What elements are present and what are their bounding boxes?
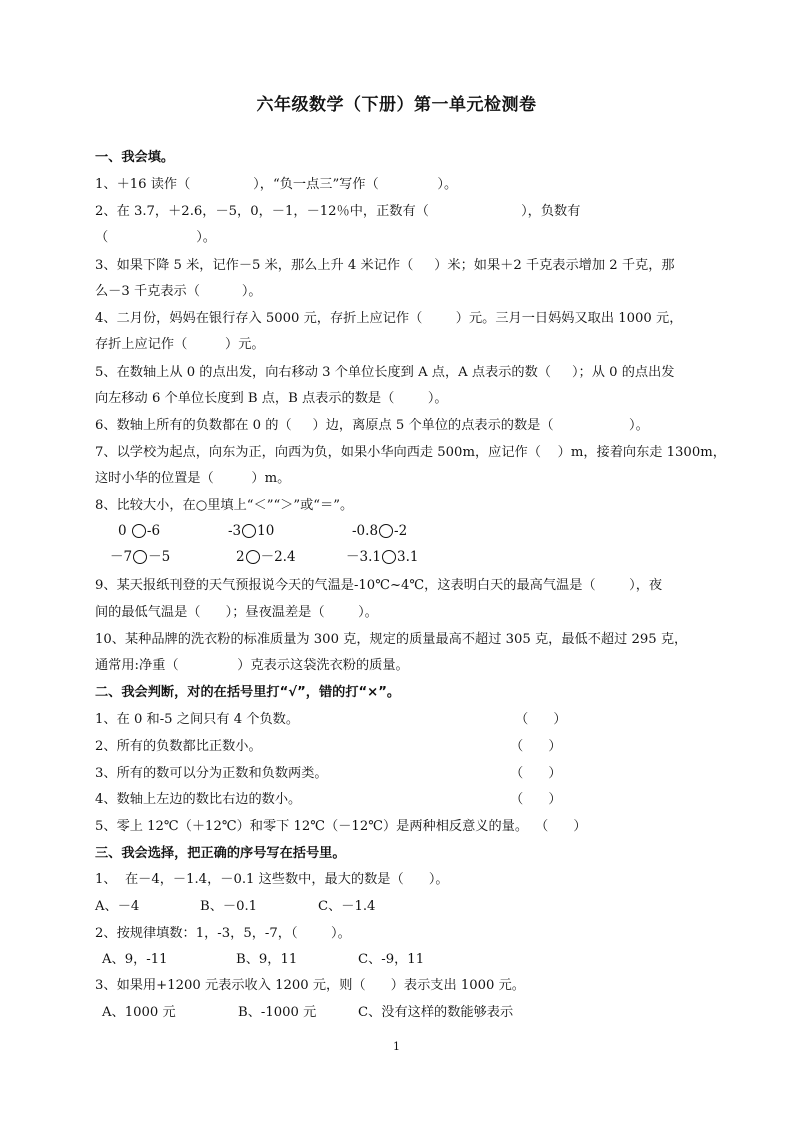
compare-item: -0.8 -2 [352, 523, 408, 539]
question-1-7-line2: 这时小华的位置是（ ）m。 [95, 471, 291, 486]
section1-heading: 一、我会填。 [95, 150, 175, 165]
choice-question-1: 1、 在－4，－1.4，－0.1 这些数中，最大的数是（ ）。 [95, 872, 449, 887]
choice-option[interactable]: C、没有这样的数能够表示 [358, 1005, 514, 1020]
question-1-10-line1: 10、某种品牌的洗衣粉的标准质量为 300 克，规定的质量最高不超过 305 克，最低不超过 295 克， [95, 632, 688, 647]
question-1-5-line1: 5、在数轴上从 0 的点出发，向右移动 3 个单位长度到 A 点，A 点表示的数（ ）；从 0 的点出发 [95, 365, 675, 380]
compare-item: －3.1 3.1 [346, 549, 419, 565]
question-1-7-line1: 7、以学校为起点，向东为正，向西为负，如果小华向西走 500m，应记作（ ）m，接着向东走 1300m， [95, 445, 726, 460]
compare-item: 2 －2.4 [236, 549, 296, 565]
answer-paren[interactable]: （ ） [535, 819, 587, 834]
blank-circle[interactable] [382, 550, 396, 564]
compare-item: -3 10 [228, 523, 275, 539]
blank-circle[interactable] [133, 550, 147, 564]
answer-paren[interactable]: （ ） [515, 712, 567, 727]
choice-option[interactable]: B、-1000 元 [238, 1005, 317, 1020]
question-1-9-line2: 间的最低气温是（ ）；昼夜温差是（ ）。 [95, 605, 378, 620]
page-title: 六年级数学（下册）第一单元检测卷 [256, 95, 537, 115]
choice-question-3: 3、如果用+1200 元表示收入 1200 元，则（ ）表示支出 1000 元。 [95, 978, 525, 993]
choice-option[interactable]: C、-9，11 [358, 952, 425, 967]
question-1-2-line1: 2、在 3.7，＋2.6，－5，0，－1，－12％中，正数有（ ），负数有 [95, 204, 581, 219]
blank-circle[interactable] [132, 524, 146, 538]
judge-item-5: 5、零上 12℃（＋12℃）和零下 12℃（－12℃）是两种相反意义的量。 [95, 819, 529, 834]
judge-item-3: 3、所有的数可以分为正数和负数两类。 [95, 766, 328, 781]
question-1-2-line2: （ ）。 [95, 230, 216, 245]
question-1-3-line2: 么－3 千克表示（ ）。 [95, 284, 262, 299]
judge-item-2: 2、所有的负数都比正数小。 [95, 739, 262, 754]
choice-option[interactable]: A、－4 [95, 899, 140, 914]
blank-circle[interactable] [246, 550, 260, 564]
question-1-3-line1: 3、如果下降 5 米，记作－5 米，那么上升 4 米记作（ ）米；如果＋2 千克表示增加 2 千克，那 [95, 258, 675, 273]
choice-option[interactable]: A、9，-11 [102, 952, 168, 967]
blank-circle[interactable] [242, 524, 256, 538]
question-1-9-line1: 9、某天报纸刊登的天气预报说今天的气温是-10℃~4℃，这表明白天的最高气温是（ ），夜 [95, 578, 663, 593]
choice-option[interactable]: B、－0.1 [200, 899, 258, 914]
question-1-6: 6、数轴上所有的负数都在 0 的（ ）边，离原点 5 个单位的点表示的数是（ ）。 [95, 418, 649, 433]
question-1-4-line1: 4、二月份，妈妈在银行存入 5000 元，存折上应记作（ ）元。三月一日妈妈又取出 1000 元， [95, 311, 683, 326]
question-1-4-line2: 存折上应记作（ ）元。 [95, 337, 265, 352]
page-number: 1 [393, 1040, 400, 1053]
blank-circle[interactable] [379, 524, 393, 538]
compare-item: －7 －5 [110, 549, 171, 565]
judge-item-4: 4、数轴上左边的数比右边的数小。 [95, 792, 302, 807]
answer-paren[interactable]: （ ） [510, 739, 562, 754]
question-1-1: 1、＋16 读作（ ），“负一点三”写作（ ）。 [95, 177, 458, 192]
judge-item-1: 1、在 0 和-5 之间只有 4 个负数。 [95, 712, 300, 727]
choice-option[interactable]: A、1000 元 [102, 1005, 176, 1020]
question-1-5-line2: 向左移动 6 个单位长度到 B 点，B 点表示的数是（ ）。 [95, 391, 448, 406]
section3-heading: 三、我会选择，把正确的序号写在括号里。 [95, 846, 346, 861]
compare-item: 0 -6 [118, 523, 161, 539]
section2-heading: 二、我会判断，对的在括号里打“√”，错的打“×”。 [95, 685, 401, 700]
question-1-8: 8、比较大小，在○里填上“＜”“＞”或“＝”。 [95, 498, 354, 513]
question-1-10-line2: 通常用:净重（ ）克表示这袋洗衣粉的质量。 [95, 658, 409, 673]
choice-option[interactable]: B、9，11 [236, 952, 298, 967]
answer-paren[interactable]: （ ） [510, 792, 562, 807]
answer-paren[interactable]: （ ） [510, 766, 562, 781]
choice-option[interactable]: C、－1.4 [318, 899, 376, 914]
choice-question-2: 2、按规律填数：1，-3，5，-7，（ ）。 [95, 926, 351, 941]
